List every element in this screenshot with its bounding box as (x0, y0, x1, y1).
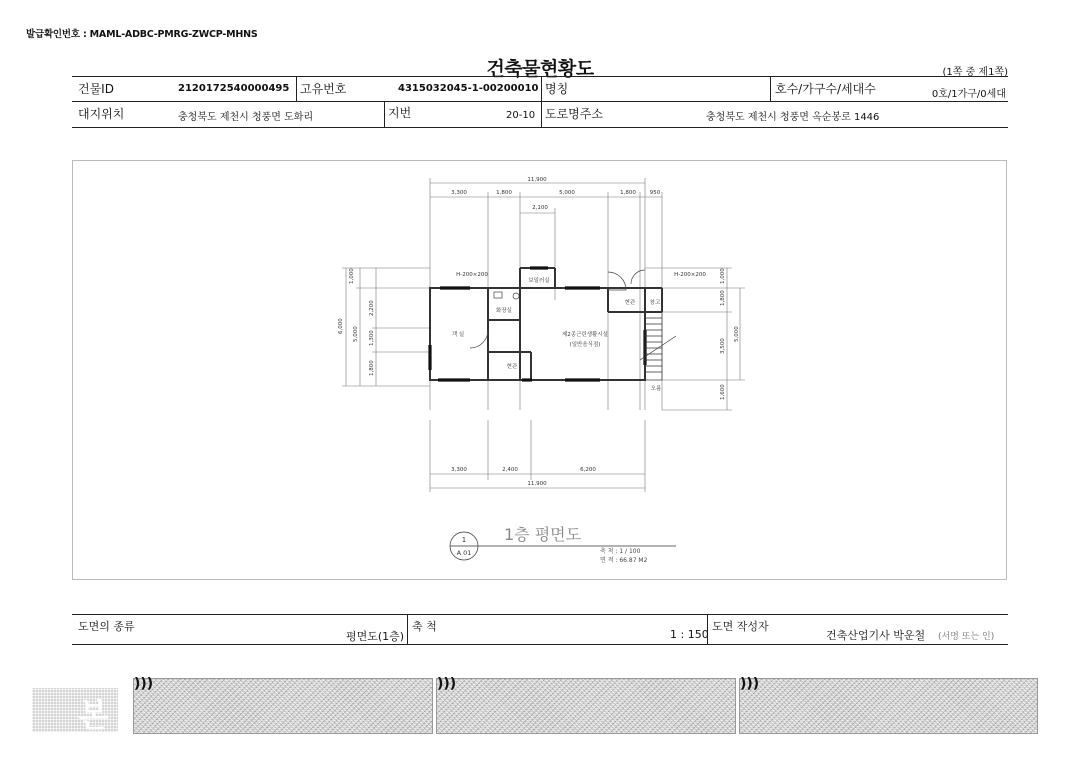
room-storage: 창고 (649, 300, 661, 306)
author-label: 도면 작성자 (712, 620, 769, 633)
dim-top-6: 2,100 (532, 205, 548, 211)
scale-label: 축 척 (412, 620, 437, 633)
dim-top-5: 950 (649, 190, 661, 196)
building-id-label: 건물ID (78, 82, 114, 96)
signature-hint: (서명 또는 인) (938, 632, 995, 642)
security-pattern-2 (436, 678, 736, 734)
dim-left-3: 1,300 (369, 330, 375, 346)
dim-right-1: 1,000 (720, 268, 726, 284)
header-bottom-rule (72, 127, 1008, 128)
security-pattern-3 (739, 678, 1038, 734)
room-main-use: 제2종근린생활시설 (561, 332, 609, 338)
lot-value: 20-10 (506, 110, 536, 121)
name-label: 명칭 (545, 82, 569, 96)
scale-note: 축 척 : 1 / 100 (600, 548, 641, 555)
dim-right-5: 1,600 (720, 384, 726, 400)
footer-bottom-rule (72, 644, 1008, 645)
h-beam-right-label: H-200×200 (674, 272, 706, 278)
unique-no-label: 고유번호 (300, 82, 347, 96)
bubble-number: 1 (461, 536, 467, 544)
room-restroom: 화장실 (496, 308, 512, 314)
header-mid-rule (72, 101, 1008, 102)
room-main-use-sub: (일반음식점) (569, 342, 601, 348)
dim-top-total: 11,900 (527, 177, 547, 183)
h-beam-left-label: H-200×200 (456, 272, 488, 278)
site-value: 충청북도 제천시 청풍면 도화리 (178, 112, 314, 123)
scale-value: 1 : 150 (670, 628, 709, 641)
road-address-value: 충청북도 제천시 청풍면 옥순봉로 1446 (706, 112, 880, 123)
room-boiler: 보일러실 (528, 278, 550, 284)
dim-top-4: 1,800 (620, 190, 636, 196)
drawing-type-label: 도면의 종류 (78, 620, 135, 633)
dim-top-3: 5,000 (559, 190, 575, 196)
dim-right-4: 3,500 (720, 338, 726, 354)
walls (430, 268, 662, 380)
dim-right-2: 1,800 (720, 290, 726, 306)
dim-left-5: 5,000 (353, 326, 359, 342)
header-top-rule (72, 76, 1008, 77)
bubble-sheet: A 01 (456, 549, 472, 557)
road-address-label: 도로명주소 (545, 107, 603, 121)
footer-divider (407, 614, 408, 644)
author-value: 건축산업기사 박운철 (826, 629, 926, 642)
dim-left-4: 1,800 (369, 360, 375, 376)
dim-left-1: 1,000 (349, 268, 355, 284)
building-id-value: 2120172540000495 (178, 83, 290, 94)
openings (430, 268, 645, 380)
dim-top-1: 3,300 (451, 190, 467, 196)
drawing-title: 1층 평면도 (504, 525, 582, 544)
units-value: 0호/1가구/0세대 (931, 89, 1006, 100)
security-swirl-icon: ))) (437, 676, 457, 692)
header-divider (770, 76, 771, 101)
lot-label: 지번 (388, 106, 412, 120)
security-swirl-icon: ))) (134, 676, 154, 692)
dimension-lines (342, 178, 745, 492)
dim-left-2: 2,200 (369, 300, 375, 316)
issue-confirmation-number: 발급확인번호 : MAML-ADBC-PMRG-ZWCP-MHNS (26, 29, 258, 40)
dim-left-6: 6,000 (338, 318, 344, 334)
header-divider (541, 76, 542, 127)
header-divider (384, 101, 385, 127)
site-label: 대지위치 (78, 107, 125, 121)
dim-top-2: 1,800 (496, 190, 512, 196)
security-pattern-1 (133, 678, 433, 734)
area-note: 면 적 : 66.87 M2 (600, 557, 648, 564)
dim-right-3: 5,000 (734, 326, 740, 342)
security-swirl-icon: ))) (740, 676, 760, 692)
unique-no-value: 4315032045-1-00200010 (398, 83, 539, 94)
footer-top-rule (72, 614, 1008, 615)
room-entrance-2: 현관 (624, 300, 636, 306)
stairs-up-label: 오름 (650, 386, 662, 392)
header-divider (296, 76, 297, 101)
dim-bottom-3: 6,200 (580, 467, 596, 473)
room-entrance: 현관 (506, 364, 518, 370)
room-guest: 객 실 (451, 332, 465, 338)
dim-bottom-2: 2,400 (502, 467, 518, 473)
floor-plan (330, 168, 750, 568)
units-label: 호수/가구수/세대수 (775, 82, 876, 96)
dim-bottom-1: 3,300 (451, 467, 467, 473)
drawing-type-value: 평면도(1층) (346, 630, 405, 643)
page-indicator: (1쪽 중 제1쪽) (942, 67, 1008, 78)
copy-watermark-char: 본 (78, 696, 109, 734)
document-title: 건축물현황도 (486, 58, 594, 80)
dim-bottom-total: 11,900 (527, 481, 547, 487)
